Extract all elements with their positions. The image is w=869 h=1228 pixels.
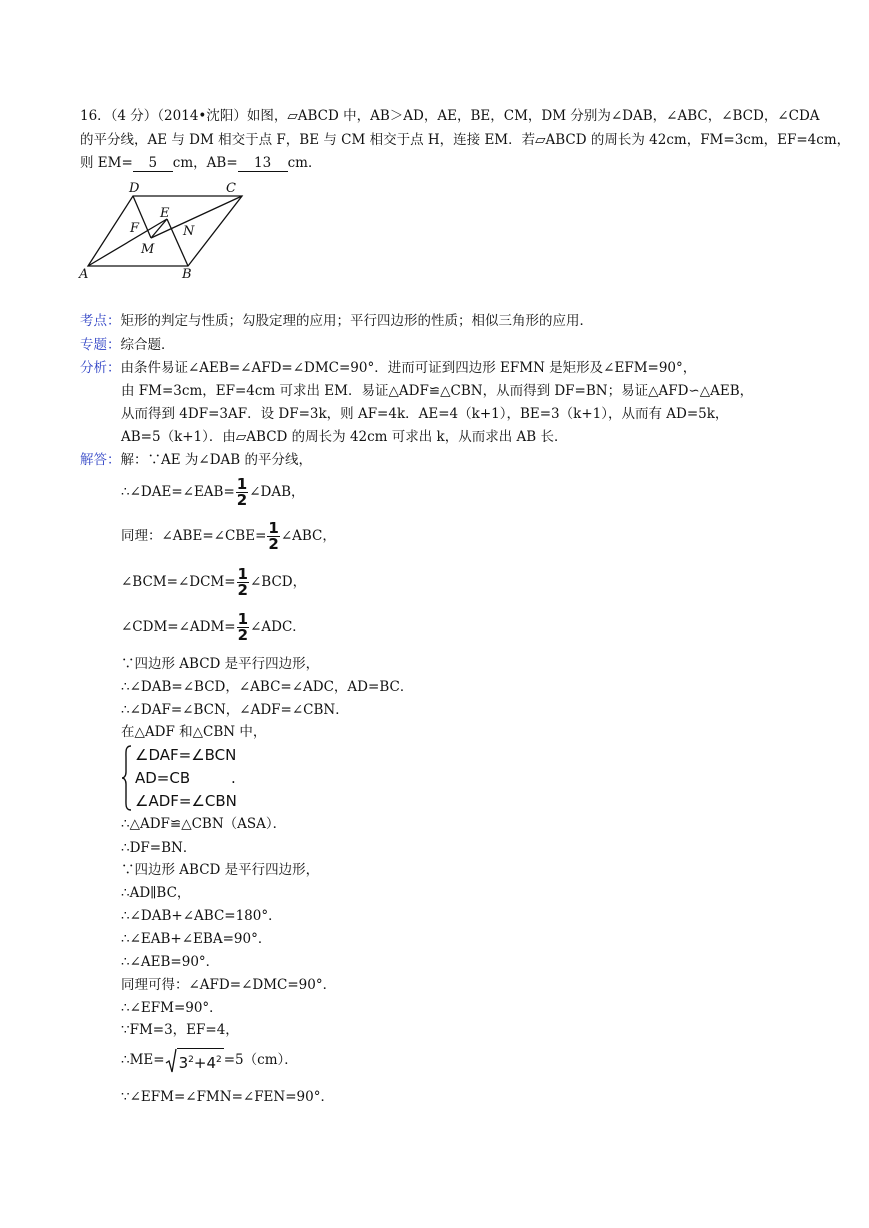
- solution-line-20: ∵∠EFM=∠FMN=∠FEN=90°．: [121, 1089, 334, 1105]
- step-1-text: ∴∠DAE=∠EAB=: [121, 484, 235, 500]
- fenxi-line-4: AB=5（k+1）．由▱ABCD 的周长为 42cm 可求出 k，从而求出 AB 长．: [121, 429, 568, 445]
- step-4-text: ∠CDM=∠ADM=: [121, 619, 236, 635]
- answer-blank-em: 5: [133, 155, 173, 172]
- jieda-row: [80, 450, 312, 470]
- problem-line-1: 16．（4 分）（2014•沈阳）如图，▱ABCD 中，AB＞AD，AE，BE，CM，DM 分别为∠DAB，∠ABC，∠BCD，∠CDA: [80, 108, 820, 124]
- solution-line-14: ∴∠EAB+∠EBA=90°．: [121, 931, 272, 947]
- radicand-b: 4: [206, 1054, 216, 1072]
- sqrt-line-prefix: ∴ME=: [121, 1052, 165, 1068]
- problem-line-3-mid: cm，AB=: [172, 155, 238, 171]
- label-c: C: [226, 181, 236, 196]
- plus-sign: +: [193, 1054, 207, 1072]
- solution-line-6: ∴∠DAB=∠BCD，∠ABC=∠ADC，AD=BC．: [121, 679, 414, 695]
- fraction-half: [237, 612, 249, 643]
- step-3-tail: ∠BCD，: [249, 574, 307, 590]
- solution-line-sqrt: [121, 1044, 298, 1077]
- solution-line-5: ∵四边形 ABCD 是平行四边形，: [121, 656, 320, 672]
- fraction-numerator: 1: [237, 565, 248, 583]
- parallelogram-figure: [76, 178, 251, 283]
- solution-step-4: [121, 611, 306, 643]
- problem-line-3: [80, 153, 322, 173]
- fenxi-label: 分析：: [80, 360, 121, 376]
- step-2-text: 同理：∠ABE=∠CBE=: [121, 528, 267, 544]
- fraction-half: [267, 521, 279, 552]
- radicand-a: 3: [178, 1054, 189, 1072]
- label-f: F: [130, 221, 140, 236]
- jieda-label: 解答：: [80, 452, 121, 468]
- sqrt-line-result: =5（cm）．: [223, 1052, 298, 1068]
- fenxi-line-2: 由 FM=3cm，EF=4cm 可求出 EM．易证△ADF≌△CBN，从而得到 DF=BN；易证△AFD∽△AEB，: [121, 383, 754, 399]
- fraction-numerator: 1: [236, 475, 248, 493]
- exponent-a: 2: [188, 1055, 194, 1065]
- system-equation-2: AD=CB: [135, 769, 191, 787]
- segment-ae: [88, 219, 167, 266]
- left-brace-icon: [121, 744, 133, 812]
- fraction-numerator: 1: [237, 610, 249, 628]
- system-equation-1: ∠DAF=∠BCN: [135, 746, 237, 764]
- solution-line-12: ∴AD∥BC，: [121, 885, 191, 901]
- fraction-denominator: 2: [268, 535, 279, 553]
- square-root-expression: [165, 1045, 224, 1077]
- fraction-half: [236, 477, 248, 508]
- step-1-tail: ∠DAB，: [249, 484, 305, 500]
- fenxi-line-3: 从而得到 4DF=3AF．设 DF=3k，则 AF=4k．AE=4（k+1），BE=3（k+1），从而有 AD=5k，: [121, 406, 729, 422]
- system-equation-3: ∠ADF=∠CBN: [135, 792, 237, 810]
- solution-line-9: ∴△ADF≌△CBN（ASA）．: [121, 816, 287, 832]
- problem-line-3-suffix: cm．: [287, 155, 322, 171]
- label-d: D: [129, 181, 140, 196]
- kaodian-label: 考点：: [80, 313, 121, 329]
- zhuanti-row: [80, 335, 175, 355]
- radical-sign-icon: [165, 1048, 177, 1074]
- solution-line-11: ∵四边形 ABCD 是平行四边形，: [121, 862, 320, 878]
- system-period: .: [231, 769, 236, 787]
- solution-line-16: 同理可得：∠AFD=∠DMC=90°．: [121, 977, 337, 993]
- zhuanti-text: 综合题．: [120, 337, 175, 353]
- segment-em: [151, 219, 167, 238]
- step-2-tail: ∠ABC，: [280, 528, 336, 544]
- solution-step-2: [121, 520, 336, 552]
- fenxi-line-1: 由条件易证∠AEB=∠AFD=∠DMC=90°．进而可证到四边形 EFMN 是矩形及∠EFM=90°，: [120, 360, 697, 376]
- solution-line-13: ∴∠DAB+∠ABC=180°．: [121, 908, 282, 924]
- solution-line-8: 在△ADF 和△CBN 中，: [121, 724, 267, 740]
- label-b: B: [182, 267, 192, 282]
- fraction-numerator: 1: [268, 519, 279, 537]
- step-3-text: ∠BCM=∠DCM=: [121, 574, 236, 590]
- fraction-denominator: 2: [236, 491, 248, 509]
- label-m: M: [141, 242, 155, 257]
- label-a: A: [79, 267, 89, 282]
- kaodian-row: [80, 311, 593, 331]
- solution-line-7: ∴∠DAF=∠BCN，∠ADF=∠CBN．: [121, 702, 349, 718]
- fraction-denominator: 2: [237, 626, 249, 644]
- solution-line-18: ∵FM=3，EF=4，: [121, 1022, 239, 1038]
- fraction-half: [237, 567, 249, 598]
- answer-blank-ab: 13: [238, 155, 288, 172]
- solution-line-10: ∴DF=BN．: [121, 840, 197, 856]
- step-4-tail: ∠ADC．: [250, 619, 306, 635]
- solution-step-1: [121, 476, 305, 508]
- kaodian-text: 矩形的判定与性质；勾股定理的应用；平行四边形的性质；相似三角形的应用．: [120, 313, 593, 329]
- label-n: N: [183, 224, 195, 239]
- problem-line-3-prefix: 则 EM=: [80, 155, 133, 171]
- zhuanti-label: 专题：: [80, 337, 121, 353]
- jieda-first-line: 解：∵AE 为∠DAB 的平分线，: [120, 452, 312, 468]
- solution-line-17: ∴∠EFM=90°．: [121, 1000, 223, 1016]
- label-e: E: [160, 206, 170, 221]
- fraction-denominator: 2: [237, 581, 248, 599]
- exponent-b: 2: [216, 1055, 222, 1065]
- solution-line-15: ∴∠AEB=90°．: [121, 954, 220, 970]
- fenxi-row: [80, 358, 696, 378]
- problem-line-2: 的平分线，AE 与 DM 相交于点 F，BE 与 CM 相交于点 H，连接 EM．若▱ABCD 的周长为 42cm，FM=3cm，EF=4cm，: [80, 132, 851, 148]
- solution-step-3: [121, 566, 306, 598]
